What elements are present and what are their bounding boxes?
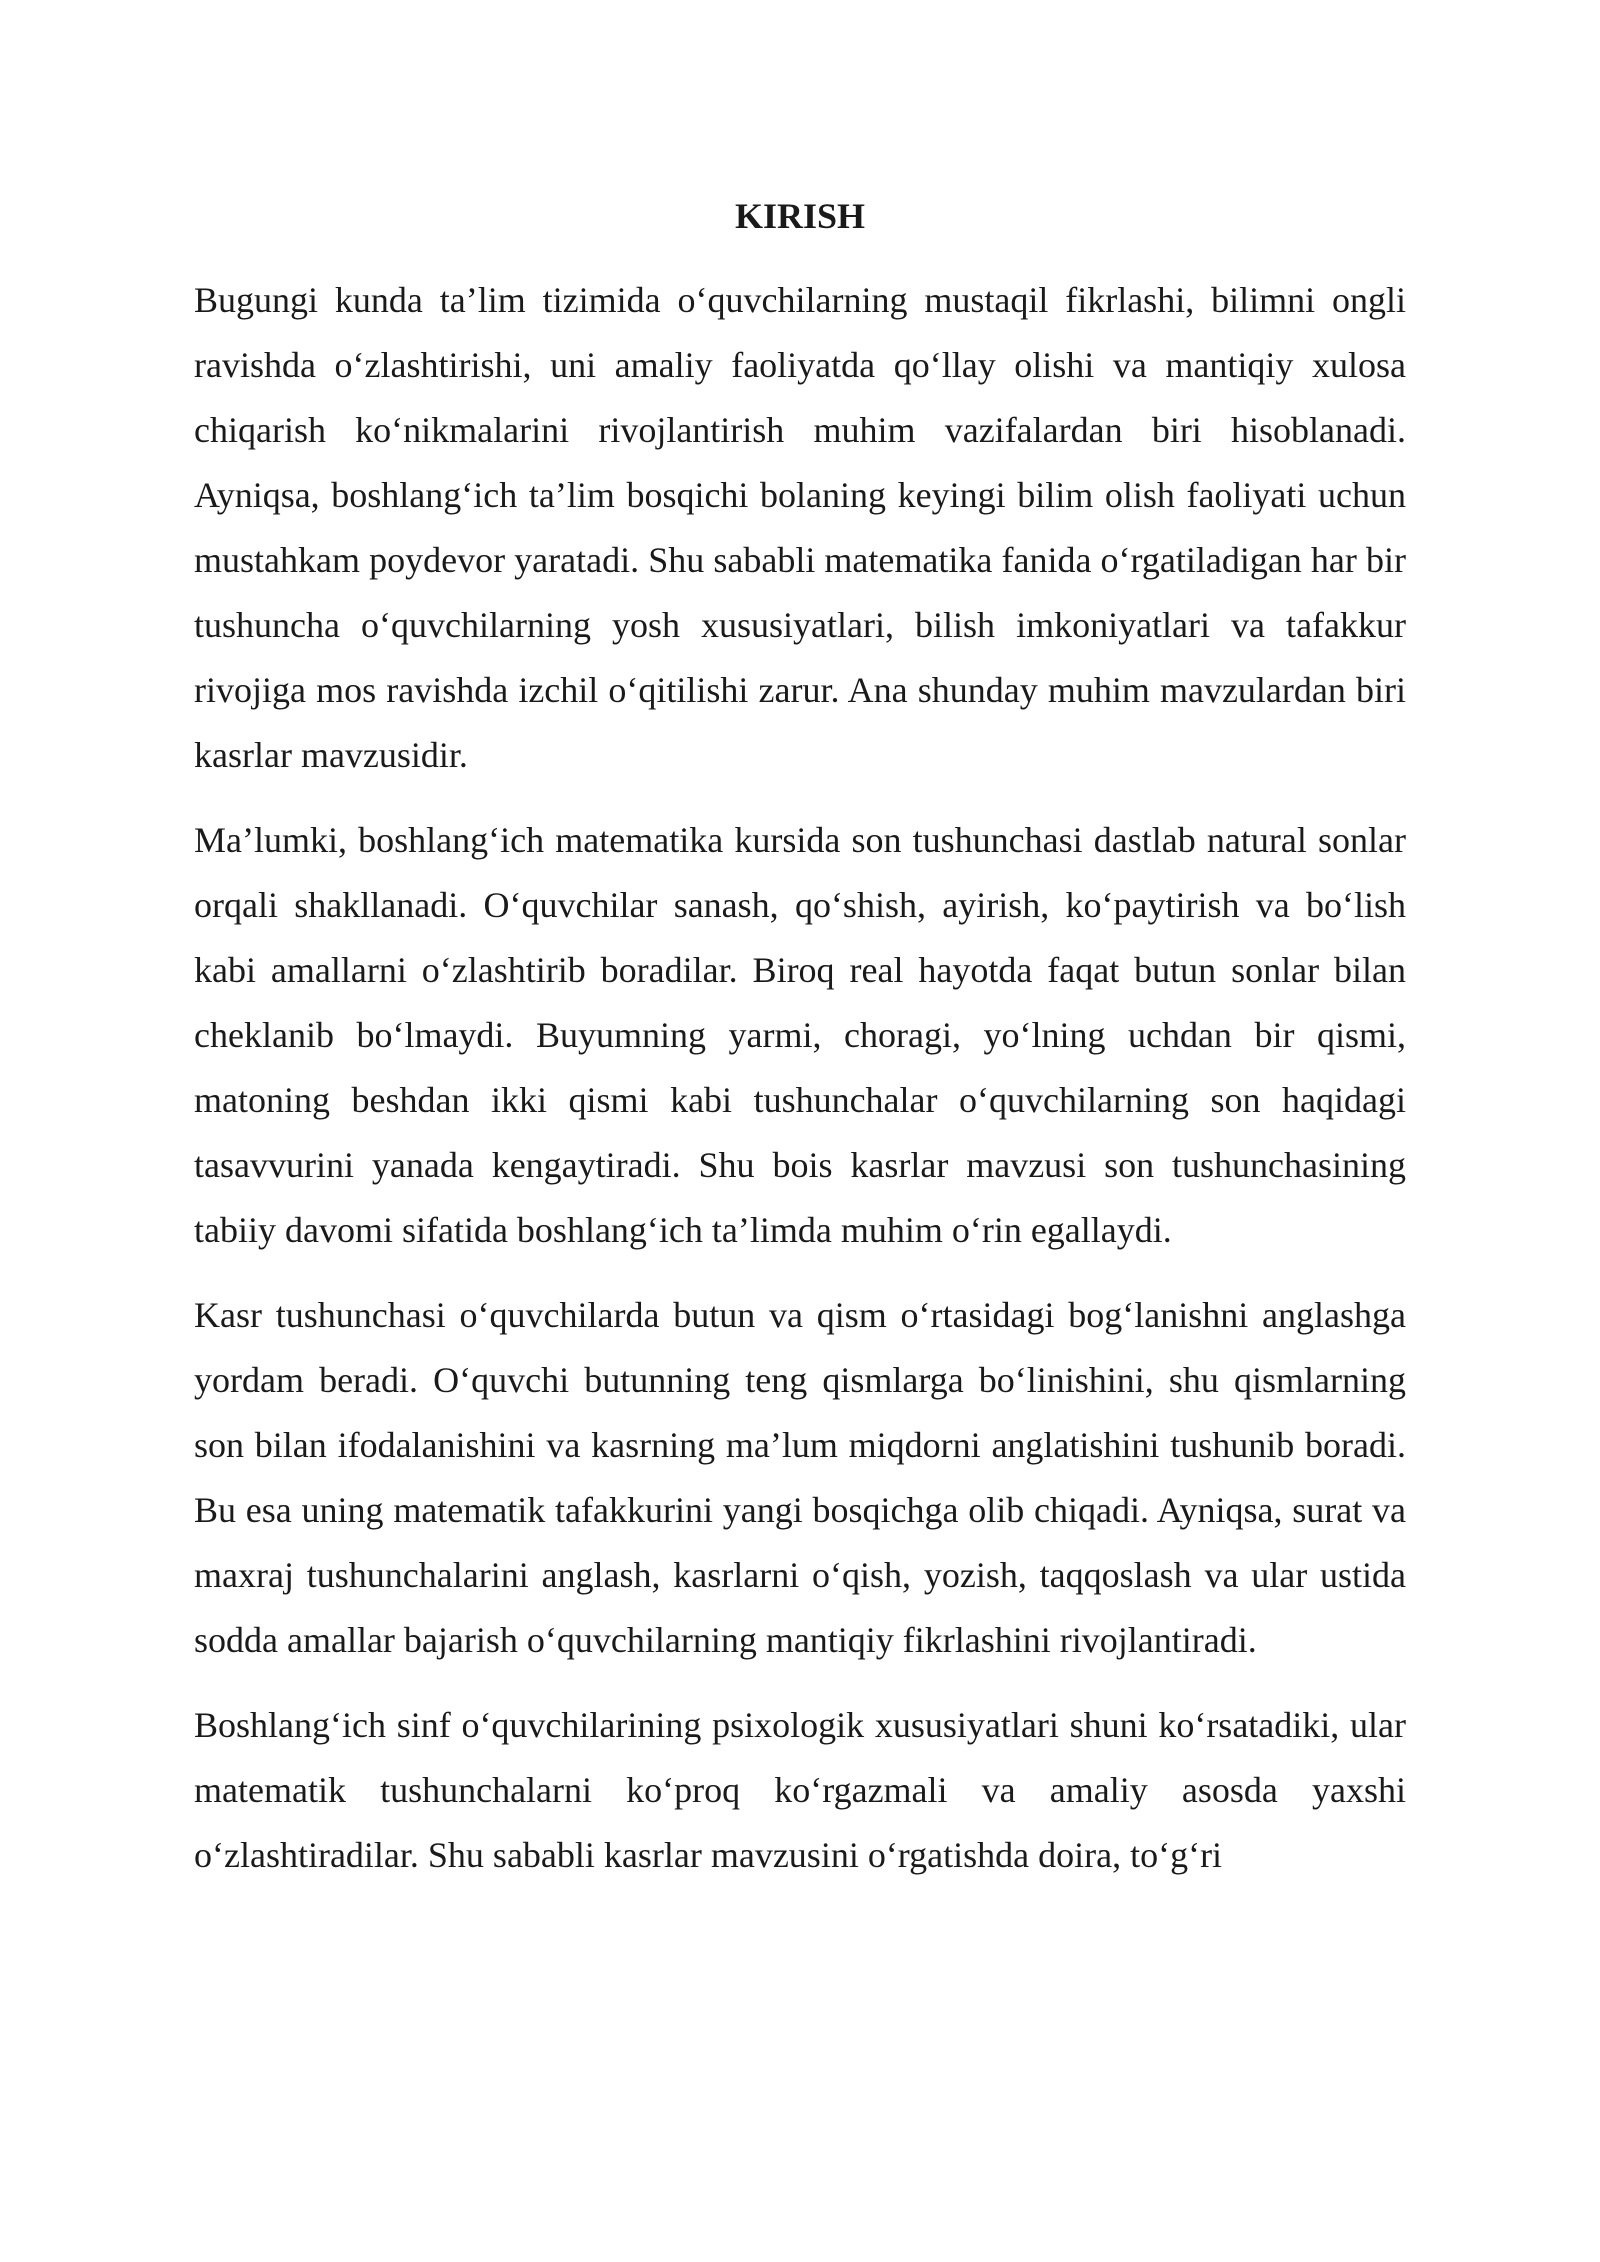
paragraph-2: Ma’lumki, boshlang‘ich matematika kursida son tushunchasi dastlab natural sonlar orqali shakllanadi. O‘quvchilar sanash, qo‘shish, ayirish, ko‘paytirish va bo‘lish kabi amallarni o‘zlashtirib boradilar. Biroq real hayotda faqat butun sonlar bilan cheklanib bo‘lmaydi. Buyumning yarmi, choragi, yo‘lning uchdan bir qismi, matoning beshdan ikki qismi kabi tushunchalar o‘quvchilarning son haqidagi tasavvurini yanada kengaytiradi. Shu bois kasrlar mavzusi son tushunchasining tabiiy davomi sifatida boshlang‘ich ta’limda muhim o‘rin egallaydi. (194, 820, 1406, 1250)
paragraph-4: Boshlang‘ich sinf o‘quvchilarining psixologik xususiyatlari shuni ko‘rsatadiki, ular matematik tushunchalarni ko‘proq ko‘rgazmali va amaliy asosda yaxshi o‘zlashtiradilar. Shu sababli kasrlar mavzusini o‘rgatishda doira, to‘g‘ri (194, 1705, 1406, 1875)
page-title: KIRISH (734, 196, 866, 236)
paragraph-1: Bugungi kunda ta’lim tizimida o‘quvchilarning mustaqil fikrlashi, bilimni ongli ravishda o‘zlashtirishi, uni amaliy faoliyatda qo‘llay olishi va mantiqiy xulosa chiqarish ko‘nikmalarini rivojlantirish muhim vazifalardan biri hisoblanadi. Ayniqsa, boshlang‘ich ta’lim bosqichi bolaning keyingi bilim olish faoliyati uchun mustahkam poydevor yaratadi. Shu sababli matematika fanida o‘rgatiladigan har bir tushuncha o‘quvchilarning yosh xususiyatlari, bilish imkoniyatlari va tafakkur rivojiga mos ravishda izchil o‘qitilishi zarur. Ana shunday muhim mavzulardan biri kasrlar mavzusidir. (194, 280, 1406, 775)
paragraph-3: Kasr tushunchasi o‘quvchilarda butun va qism o‘rtasidagi bog‘lanishni anglashga yordam beradi. O‘quvchi butunning teng qismlarga bo‘linishini, shu qismlarning son bilan ifodalanishini va kasrning ma’lum miqdorni anglatishini tushunib boradi. Bu esa uning matematik tafakkurini yangi bosqichga olib chiqadi. Ayniqsa, surat va maxraj tushunchalarini anglash, kasrlarni o‘qish, yozish, taqqoslash va ular ustida sodda amallar bajarish o‘quvchilarning mantiqiy fikrlashini rivojlantiradi. (194, 1295, 1406, 1660)
document-body (194, 186, 1406, 1888)
